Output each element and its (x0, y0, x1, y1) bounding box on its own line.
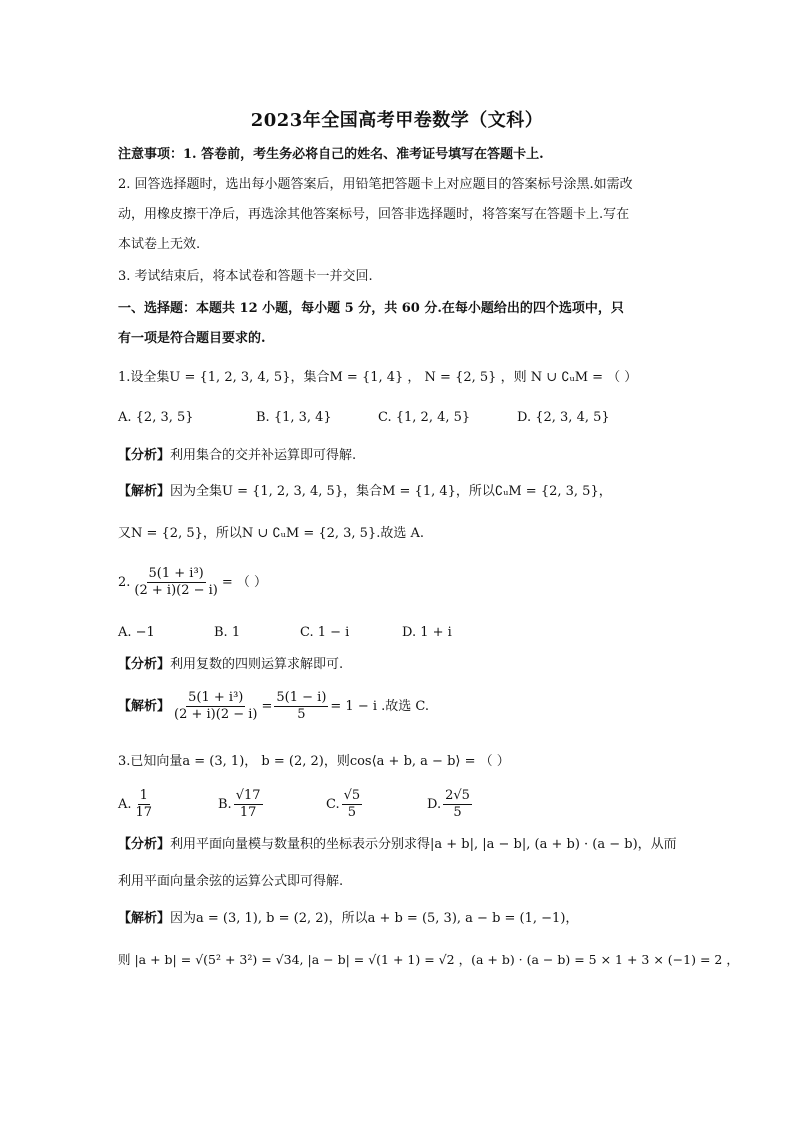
q3-option-d-prefix: D. (427, 797, 442, 812)
q3-option-b-prefix: B. (218, 797, 232, 812)
q3-option-a-prefix: A. (118, 797, 132, 812)
q2-number: 2. (118, 575, 131, 590)
q3-solution-text-1: 因为a = (3, 1), b = (2, 2)，所以a + b = (5, 3), a − b = (1, −1)， (170, 911, 579, 926)
q2-solution-fraction-2 (274, 690, 328, 723)
notice-item-1: 1. 答卷前，考生务必将自己的姓名、准考证号填写在答题卡上. (183, 147, 544, 162)
q2-solution-denominator-1: (2 + i)(2 − i) (174, 707, 258, 722)
q2-denominator: (2 + i)(2 − i) (134, 583, 218, 598)
q2-option-b: B. 1 (214, 625, 241, 640)
q2-option-a: A. −1 (118, 625, 155, 640)
q1-analysis (118, 447, 356, 465)
q1-solution-line-2: 又N = {2, 5}，所以N ∪ ∁ᵤM = {2, 3, 5}.故选 A. (118, 526, 425, 541)
q3-option-d (427, 788, 474, 821)
notice-item-2-line-1: 2. 回答选择题时，选出每小题答案后，用铅笔把答题卡上对应题目的答案标号涂黑.如需改 (118, 177, 633, 192)
q2-solution-equals: = (261, 699, 273, 714)
q3-option-c (326, 788, 364, 821)
notice-line-1 (118, 146, 544, 164)
q3-option-b-num: √17 (235, 788, 261, 803)
q2-solution-tail: = 1 − i .故选 C. (330, 699, 430, 714)
q1-solution-text-1: 因为全集U = {1, 2, 3, 4, 5}，集合M = {1, 4}，所以∁ᵤM = {2, 3, 5}， (170, 484, 612, 499)
q3-option-d-fraction (443, 788, 472, 821)
q3-option-c-num: √5 (343, 788, 361, 803)
q1-option-d: D. {2, 3, 4, 5} (517, 410, 610, 425)
q3-option-a-fraction (134, 788, 155, 821)
notice-item-2-line-3: 本试卷上无效. (118, 237, 201, 252)
q3-analysis-label: 【分析】 (118, 837, 171, 852)
q1-analysis-text: 利用集合的交并补运算即可得解. (170, 448, 357, 463)
q2-analysis-label: 【分析】 (118, 657, 171, 672)
q3-solution-label: 【解析】 (118, 911, 171, 926)
q1-solution-label: 【解析】 (118, 484, 171, 499)
notice-item-3: 3. 考试结束后，将本试卷和答题卡一并交回. (118, 269, 373, 284)
q3-option-b-fraction (234, 788, 263, 821)
q3-analysis-text-1: 利用平面向量模与数量积的坐标表示分别求得|a + b|, |a − b|, (a + b) · (a − b)，从而 (170, 837, 677, 852)
q2-solution-label: 【解析】 (118, 699, 171, 714)
q3-option-d-num: 2√5 (445, 788, 470, 803)
q1-analysis-label: 【分析】 (118, 448, 171, 463)
q1-option-c: C. {1, 2, 4, 5} (378, 410, 471, 425)
q3-solution-line-2: 则 |a + b| = √(5² + 3²) = √34, |a − b| = √(1 + 1) = √2 ，(a + b) · (a − b) = 5 × 1 + 3 × (−1) = 2 ， (118, 952, 739, 967)
q2-option-c: C. 1 − i (300, 625, 350, 640)
q2-solution-numerator-2: 5(1 − i) (276, 690, 327, 705)
q3-option-b (218, 788, 265, 821)
q3-analysis-line-2: 利用平面向量余弦的运算公式即可得解. (118, 874, 344, 889)
notice-item-2-line-2: 动，用橡皮擦干净后，再选涂其他答案标号，回答非选择题时，将答案写在答题卡上.写在 (118, 207, 630, 222)
section-1-heading-line-2: 有一项是符合题目要求的. (118, 331, 266, 346)
q2-stem (118, 566, 267, 599)
q1-stem: 1.设全集U = {1, 2, 3, 4, 5}，集合M = {1, 4} ， N = {2, 5} ，则 N ∪ ∁ᵤM = （ ） (118, 370, 638, 385)
q3-option-b-den: 17 (239, 805, 257, 820)
q3-option-c-fraction (342, 788, 363, 821)
q2-option-d: D. 1 + i (402, 625, 452, 640)
page-title: 2023年全国高考甲卷数学（文科） (250, 110, 544, 131)
notice-label: 注意事项： (118, 147, 184, 162)
section-1-heading-line-1: 一、选择题：本题共 12 小题，每小题 5 分，共 60 分.在每小题给出的四个选项中，只 (118, 301, 624, 316)
q3-option-a (118, 788, 156, 821)
q3-option-c-prefix: C. (326, 797, 340, 812)
q3-option-a-den: 17 (135, 805, 153, 820)
q1-option-a: A. {2, 3, 5} (118, 410, 194, 425)
q2-numerator: 5(1 + i³) (148, 566, 204, 581)
q1-solution-line-1 (118, 483, 612, 501)
q2-solution-fraction-1 (172, 690, 259, 723)
q2-fraction (132, 566, 219, 599)
q3-analysis-line-1 (118, 836, 677, 854)
q3-solution-line-1 (118, 910, 578, 928)
q3-option-c-den: 5 (347, 805, 357, 820)
q1-option-b: B. {1, 3, 4} (256, 410, 332, 425)
q2-analysis-text: 利用复数的四则运算求解即可. (170, 657, 344, 672)
q2-solution (118, 690, 429, 723)
q2-stem-tail: = （ ） (221, 575, 268, 590)
q2-solution-denominator-2: 5 (297, 707, 306, 722)
q2-analysis (118, 656, 343, 674)
q3-stem: 3.已知向量a = (3, 1)， b = (2, 2)，则cos⟨a + b, a − b⟩ = （ ） (118, 754, 510, 769)
q3-option-a-num: 1 (139, 788, 148, 803)
q3-option-d-den: 5 (453, 805, 462, 820)
q2-solution-numerator-1: 5(1 + i³) (188, 690, 244, 705)
